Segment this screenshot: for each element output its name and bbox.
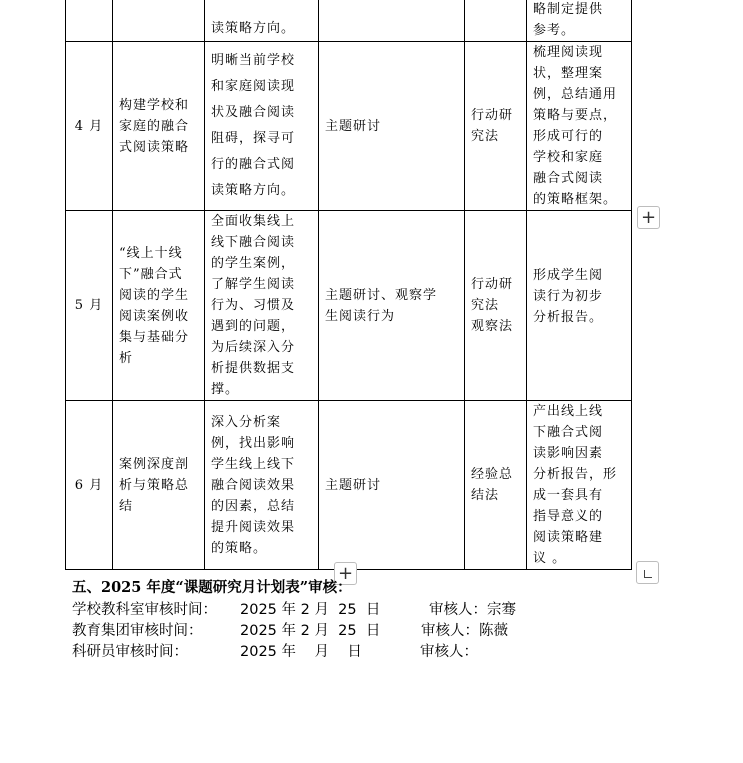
content-cell[interactable]: 深入分析案 例，找出影响 学生线上线下 融合阅读效果 的因素，总结 提升阅读效果 的策略。 [205, 401, 319, 570]
resize-corner-icon [644, 570, 652, 578]
table-row [66, 0, 632, 42]
month-cell[interactable]: 5 月 [66, 211, 113, 401]
plan-table [65, 0, 632, 570]
reviewer: 审核人： [420, 644, 478, 660]
table-cell[interactable] [465, 0, 527, 42]
review-label: 科研员审核时间： [72, 644, 188, 660]
review-line-school [72, 598, 532, 618]
month-cell[interactable]: 6 月 [66, 401, 113, 570]
review-line-group [72, 619, 532, 639]
add-row-button[interactable]: + [334, 562, 357, 585]
review-label: 教育集团审核时间： [72, 623, 203, 639]
theme-cell[interactable]: 构建学校和 家庭的融合 式阅读策略 [113, 42, 205, 211]
table-cell[interactable] [319, 0, 465, 42]
theme-cell[interactable]: “线上十线 下”融合式 阅读的学生 阅读案例收 集与基础分 析 [113, 211, 205, 401]
method-cell[interactable]: 行动研 究法 [465, 42, 527, 211]
outcome-cell[interactable]: 形成学生阅 读行为初步 分析报告。 [527, 211, 632, 401]
reviewer: 审核人：宗骞 [429, 602, 516, 618]
table-row [66, 211, 632, 401]
table-resize-handle[interactable] [636, 561, 659, 584]
outcome-cell[interactable]: 梳理阅读现 状，整理案 例，总结通用 策略与要点， 形成可行的 学校和家庭 融合式阅读 的策略框架。 [527, 42, 632, 211]
review-line-researcher [72, 640, 532, 660]
review-section-title: 五、2025 年度“课题研究月计划表”审核： [72, 579, 352, 596]
content-cell[interactable]: 明晰当前学校 和家庭阅读现 状及融合阅读 阻碍，探寻可 行的融合式阅 读策略方向。 [205, 42, 319, 211]
outcome-cell[interactable]: 略制定提供 参考。 [527, 0, 632, 42]
method-cell[interactable]: 行动研 究法 观察法 [465, 211, 527, 401]
theme-cell[interactable]: 案例深度剖 析与策略总 结 [113, 401, 205, 570]
table-row [66, 401, 632, 570]
reviewer: 审核人：陈薇 [421, 623, 508, 639]
add-column-button[interactable]: + [637, 206, 660, 229]
content-cell[interactable]: 读策略方向。 [205, 0, 319, 42]
review-label: 学校教科室审核时间： [72, 602, 217, 618]
form-cell[interactable]: 主题研讨、观察学 生阅读行为 [319, 211, 465, 401]
review-date: 2025 年 2 月 25 日 [240, 623, 381, 639]
method-cell[interactable]: 经验总 结法 [465, 401, 527, 570]
table-cell[interactable] [66, 0, 113, 42]
table-row [66, 42, 632, 211]
form-cell[interactable]: 主题研讨 [319, 401, 465, 570]
review-date: 2025 年 2 月 25 日 [240, 602, 381, 618]
form-cell[interactable]: 主题研讨 [319, 42, 465, 211]
review-date: 2025 年 月 日 [240, 644, 362, 660]
month-cell[interactable]: 4 月 [66, 42, 113, 211]
outcome-cell[interactable]: 产出线上线 下融合式阅 读影响因素 分析报告，形 成一套具有 指导意义的 阅读策略建 议 。 [527, 401, 632, 570]
content-cell[interactable]: 全面收集线上 线下融合阅读 的学生案例， 了解学生阅读 行为、习惯及 遇到的问题， 为后续深入分 析提供数据支 撑。 [205, 211, 319, 401]
table-cell[interactable] [113, 0, 205, 42]
